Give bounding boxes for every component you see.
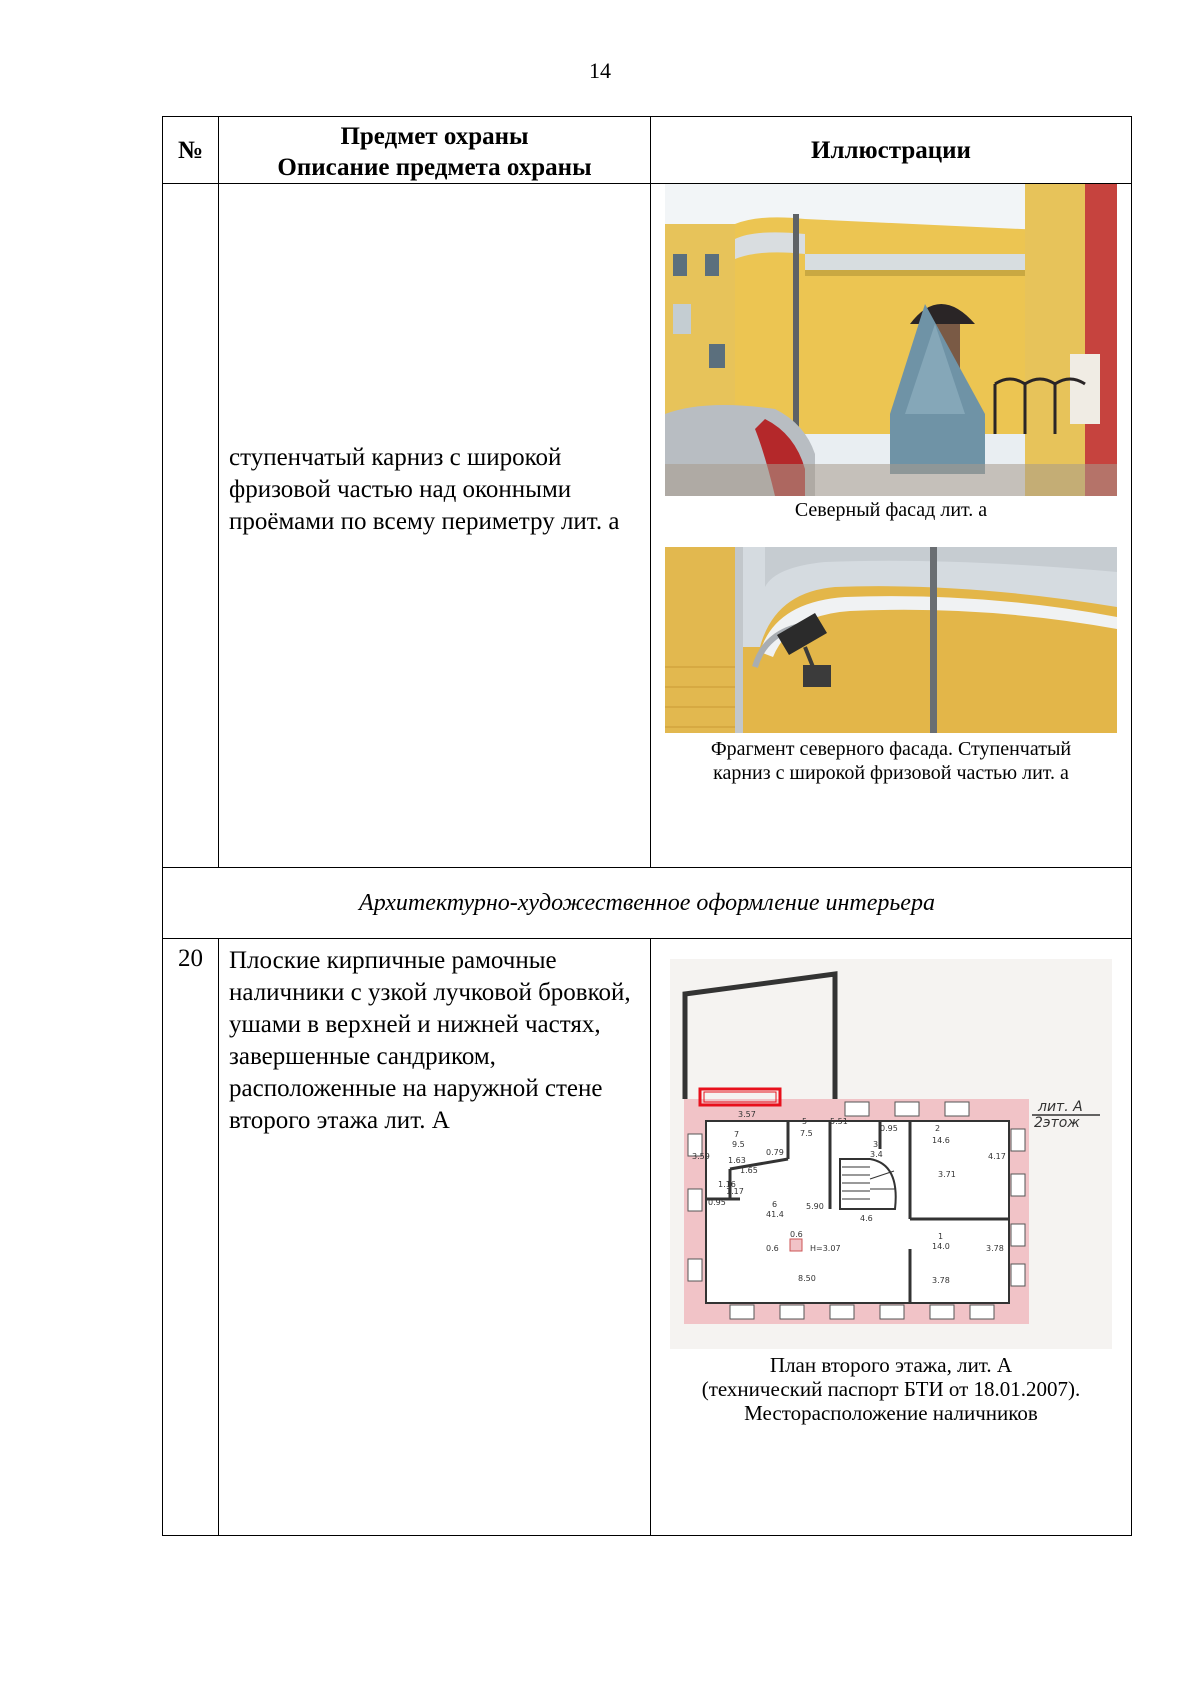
- plan-label-floor: 2этож: [1034, 1115, 1080, 1131]
- floor-plan-image: [670, 959, 1112, 1349]
- table-row-20: [163, 939, 1132, 1536]
- svg-text:0.6: 0.6: [766, 1244, 779, 1253]
- svg-text:H=3.07: H=3.07: [810, 1244, 841, 1253]
- row-number: 20: [163, 939, 219, 1536]
- caption-plan-line2: (технический паспорт БТИ от 18.01.2007).: [701, 1377, 1081, 1401]
- header-subject-line2: Описание предмета охраны: [277, 154, 592, 181]
- caption-north-facade: Северный фасад лит. а: [794, 499, 988, 521]
- svg-text:0.95: 0.95: [880, 1124, 898, 1133]
- svg-text:6: 6: [772, 1200, 778, 1209]
- svg-text:14.6: 14.6: [932, 1136, 950, 1145]
- header-subject-line1: Предмет охраны: [340, 123, 529, 150]
- plan-label-lit: лит. А: [1038, 1099, 1083, 1115]
- svg-text:3.4: 3.4: [870, 1150, 883, 1159]
- caption-plan-line3: Месторасположение наличников: [744, 1401, 1038, 1425]
- svg-text:7.5: 7.5: [800, 1129, 813, 1138]
- page-number: 14: [589, 58, 611, 83]
- header-number: №: [163, 117, 219, 184]
- header-subject: [219, 117, 651, 184]
- header-illustrations: Иллюстрации: [651, 117, 1132, 184]
- svg-text:0.95: 0.95: [708, 1198, 726, 1207]
- svg-text:1.65: 1.65: [740, 1166, 758, 1175]
- table-row-continued: [163, 184, 1132, 868]
- svg-text:5.90: 5.90: [806, 1202, 824, 1211]
- svg-text:5.51: 5.51: [830, 1117, 848, 1126]
- svg-text:8.50: 8.50: [798, 1274, 816, 1283]
- svg-text:3: 3: [873, 1140, 879, 1149]
- svg-text:3.57: 3.57: [738, 1110, 756, 1119]
- table-header-row: [163, 117, 1132, 184]
- description-text: ступенчатый карниз с широкой фризовой частью над оконными проёмами по всему периметру лит. а: [229, 443, 620, 535]
- section-row: [163, 868, 1132, 939]
- svg-text:4.17: 4.17: [988, 1152, 1006, 1161]
- svg-text:3.78: 3.78: [986, 1244, 1004, 1253]
- north-facade-photo: [665, 184, 1117, 496]
- svg-text:1.17: 1.17: [726, 1187, 744, 1196]
- svg-text:3.59: 3.59: [692, 1152, 710, 1161]
- cell-description: [219, 184, 651, 868]
- svg-text:7: 7: [734, 1130, 740, 1139]
- svg-text:0.79: 0.79: [766, 1148, 784, 1157]
- svg-text:5: 5: [802, 1117, 808, 1126]
- svg-text:9.5: 9.5: [732, 1140, 745, 1149]
- svg-text:4.6: 4.6: [860, 1214, 873, 1223]
- cornice-fragment-photo: [665, 547, 1117, 733]
- cell-number-empty: [163, 184, 219, 868]
- svg-text:0.6: 0.6: [790, 1230, 803, 1239]
- cell-illustrations: [651, 184, 1132, 868]
- heritage-table: [162, 116, 1132, 1536]
- row-20-illustrations: [651, 939, 1132, 1536]
- caption-floor-plan: [651, 1353, 1131, 1425]
- svg-text:1.16: 1.16: [718, 1180, 736, 1189]
- svg-text:41.4: 41.4: [766, 1210, 784, 1219]
- svg-text:1: 1: [938, 1232, 944, 1241]
- svg-text:14.0: 14.0: [932, 1242, 950, 1251]
- svg-text:1.63: 1.63: [728, 1156, 746, 1165]
- caption-plan-line1: План второго этажа, лит. А: [769, 1353, 1013, 1377]
- svg-text:2: 2: [935, 1124, 941, 1133]
- caption-cornice-line2: карниз с широкой фризовой частью лит. а: [713, 762, 1069, 784]
- caption-cornice-fragment: [651, 737, 1131, 785]
- caption-cornice-line1: Фрагмент северного фасада. Ступенчатый: [710, 738, 1072, 760]
- svg-text:3.78: 3.78: [932, 1276, 950, 1285]
- section-title: Архитектурно-художественное оформление интерьера: [163, 868, 1132, 939]
- svg-text:3.71: 3.71: [938, 1170, 956, 1179]
- row-20-description: Плоские кирпичные рамочные наличники с узкой лучковой бровкой, ушами в верхней и нижней частях, завершенные сандриком, расположенные на наружной стене второго этажа лит. А: [219, 939, 651, 1536]
